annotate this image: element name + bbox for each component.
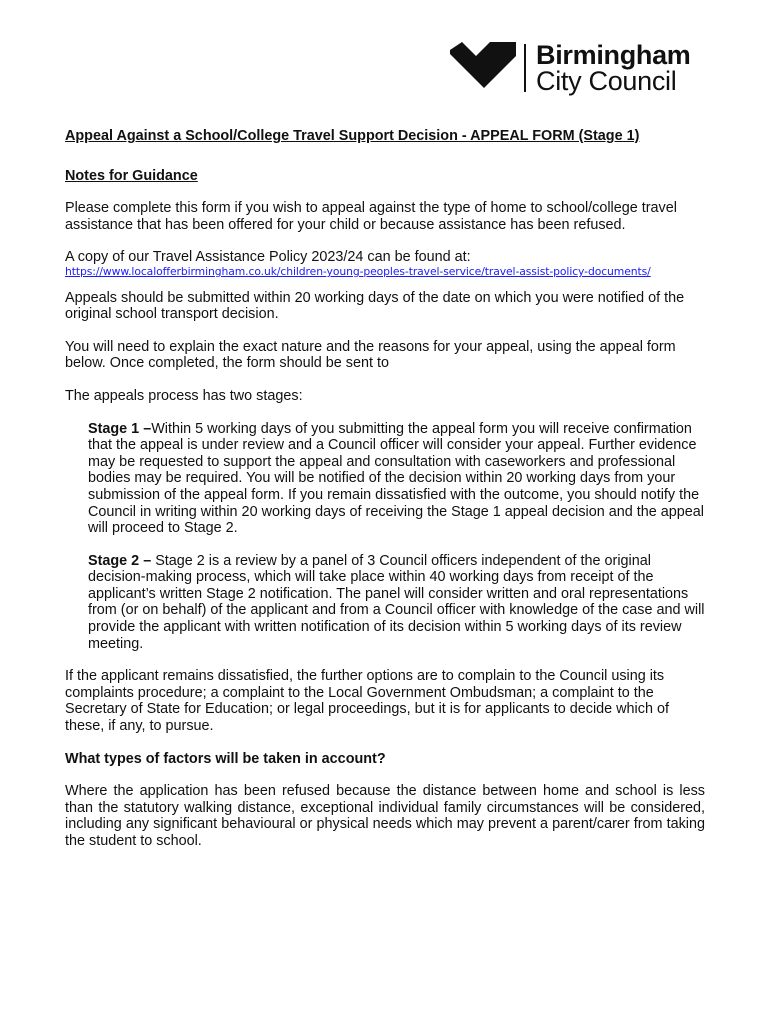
stage-2-text: Stage 2 is a review by a panel of 3 Council officers independent of the original decision-making process, which will take place within 40 working days from receipt of the applicant’s written Stage 2 notification. The panel will consider written and oral representations from (or on behalf) of the applicant and from a Council officer with knowledge of the case and will provide the applicant with written notification of its decision within 5 working days of its review meeting. xyxy=(88,552,705,652)
stage-2-label: Stage 2 – xyxy=(88,552,152,569)
logo-text-birmingham: Birmingham xyxy=(536,40,691,70)
birmingham-logo-icon xyxy=(450,42,518,92)
stage-1-label: Stage 1 – xyxy=(88,420,152,437)
policy-reference xyxy=(65,249,705,278)
policy-text: A copy of our Travel Assistance Policy 2023/24 can be found at: xyxy=(65,249,471,266)
policy-link[interactable]: https://www.localofferbirmingham.co.uk/children-young-peoples-travel-service/travel-assist-policy-documents/ xyxy=(65,264,651,278)
document-title: Appeal Against a School/College Travel Support Decision - APPEAL FORM (Stage 1) xyxy=(65,128,640,144)
notes-heading: Notes for Guidance xyxy=(65,167,198,184)
document-body xyxy=(65,128,705,866)
logo-divider xyxy=(524,44,526,92)
council-logo xyxy=(450,40,710,100)
logo-text-city-council: City Council xyxy=(536,66,677,96)
stages-intro: The appeals process has two stages: xyxy=(65,387,303,404)
factors-paragraph: Where the application has been refused because the distance between home and school is less than the statutory walking distance, exceptional individual family circumstances will be considered, including any significant behavioural or physical needs which may prevent a parent/carer from taking the student to school. xyxy=(65,783,705,849)
instructions-paragraph: You will need to explain the exact nature and the reasons for your appeal, using the appeal form below. Once completed, the form should be sent to xyxy=(65,338,676,372)
stage-2-paragraph xyxy=(88,553,708,653)
further-options-paragraph: If the applicant remains dissatisfied, the further options are to complain to the Council using its complaints procedure; a complaint to the Local Government Ombudsman; a complaint to the Secretary of State for Education; or legal proceedings, but it is for applicants to decide which of these, if any, to pursue. xyxy=(65,668,669,735)
intro-paragraph: Please complete this form if you wish to appeal against the type of home to school/college travel assistance that has been offered for your child or because assistance has been refused. xyxy=(65,200,677,233)
factors-heading: What types of factors will be taken in account? xyxy=(65,750,386,767)
deadline-paragraph: Appeals should be submitted within 20 working days of the date on which you were notified of the original school transport decision. xyxy=(65,289,685,323)
stage-1-text: Within 5 working days of you submitting the appeal form you will receive confirmation that the appeal is under review and a Council officer will consider your appeal. Further evidence may be requested to support the appeal and consultation with caseworkers and professional bodies may be required. You will be notified of the decision within 20 working days from your submission of the appeal form. If you remain dissatisfied with the outcome, you should notify the Council in writing within 20 working days of receiving the Stage 1 appeal decision and the appeal will proceed to Stage 2. xyxy=(88,420,704,537)
stage-1-paragraph xyxy=(88,421,708,537)
